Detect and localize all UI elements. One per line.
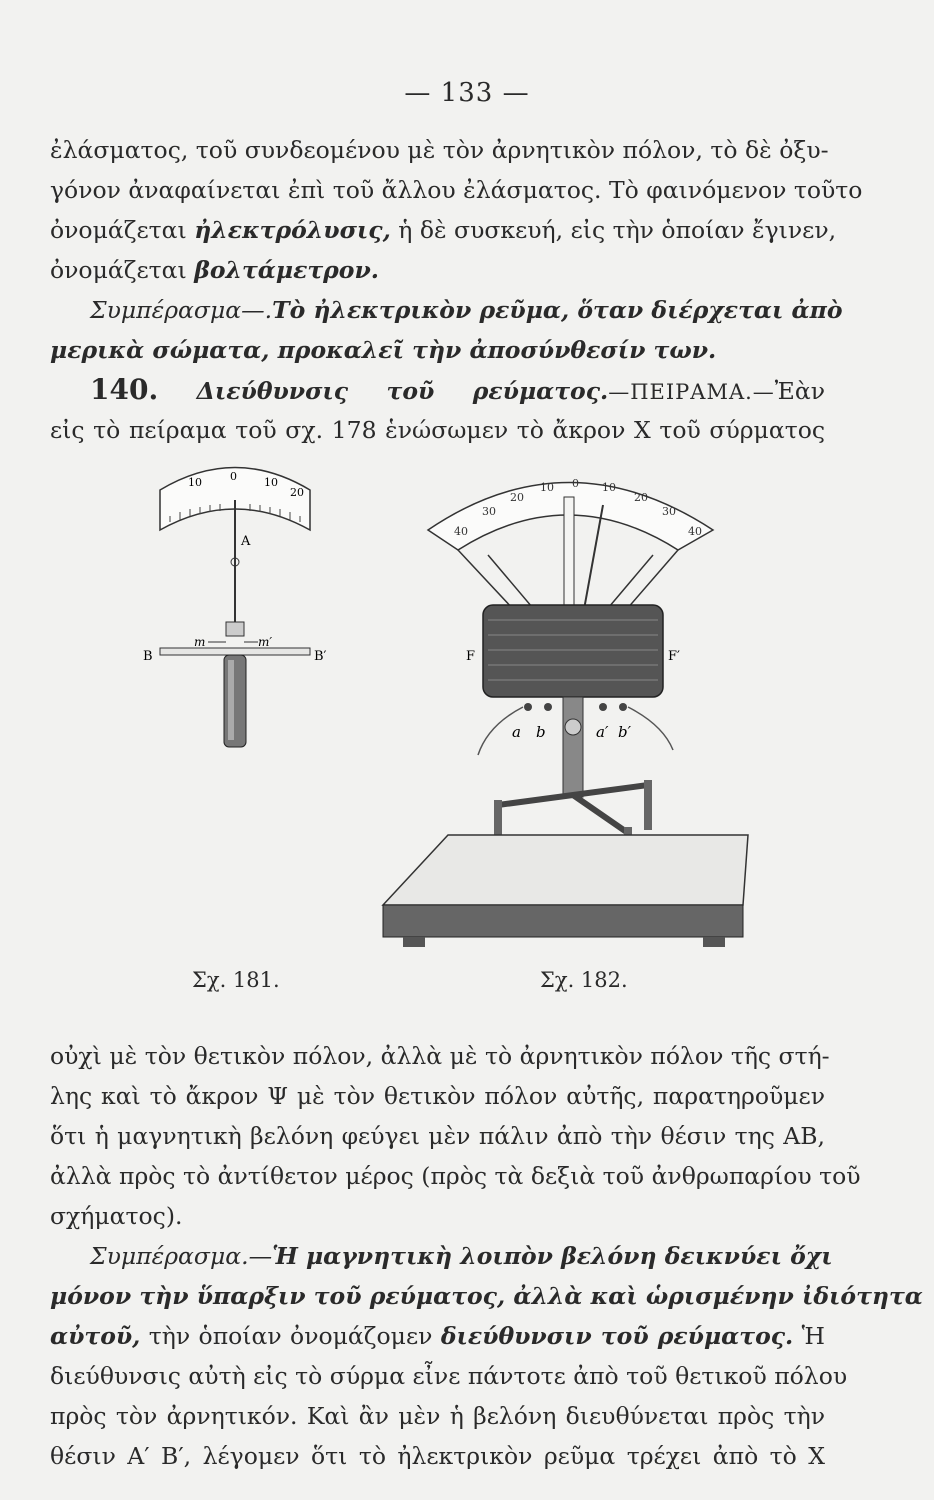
text-line: διεύθυνσις αὐτὴ εἰς τὸ σύρμα εἶνε πάντοτε ἀπὸ τοῦ θετικοῦ πόλου bbox=[50, 1362, 848, 1390]
text-line: εἰς τὸ πείραμα τοῦ σχ. 178 ἑνώσωμεν τὸ ἄκρον Χ τοῦ σύρματος bbox=[50, 416, 825, 444]
scale-label: 0 bbox=[230, 470, 237, 483]
text-line: σχήματος). bbox=[50, 1202, 183, 1230]
conclusion-line bbox=[50, 1316, 825, 1356]
label-F: F bbox=[466, 649, 476, 664]
scale-label: 40 bbox=[688, 525, 702, 538]
text-fragment: τὴν ὁποίαν ὀνομάζομεν bbox=[148, 1322, 433, 1350]
label-B-prime: B′ bbox=[314, 649, 327, 664]
page-number: — 133 — bbox=[404, 78, 530, 108]
text-line: ἐλάσματος, τοῦ συνδεομένου μὲ τὸν ἀρνητικὸν πόλον, τὸ δὲ ὀξυ- bbox=[50, 136, 829, 164]
caption-fig181: Σχ. 181. bbox=[192, 968, 280, 992]
section-number: 140. bbox=[90, 373, 159, 406]
label-b: b bbox=[536, 723, 546, 741]
term-direction: διεύθυνσιν τοῦ ρεύματος. bbox=[440, 1322, 794, 1350]
scale-label: 10 bbox=[264, 476, 278, 489]
label-a: a bbox=[512, 723, 521, 741]
text-fragment: αὐτοῦ, bbox=[50, 1322, 141, 1350]
experiment-label: —ΠΕΙΡΑΜΑ.— bbox=[608, 380, 775, 404]
conclusion-label: Συμπέρασμα.— bbox=[90, 1242, 273, 1270]
bottom-text-block bbox=[50, 1036, 923, 1476]
label-a-prime: a′ bbox=[596, 723, 609, 741]
text-line: ὅτι ἡ μαγνητικὴ βελόνη φεύγει μὲν πάλιν ἀπὸ τὴν θέσιν της ΑΒ, bbox=[50, 1122, 825, 1150]
text-line: ἀλλὰ πρὸς τὸ ἀντίθετον μέρος (πρὸς τὰ δεξιὰ τοῦ ἀνθρωπαρίου τοῦ bbox=[50, 1162, 861, 1190]
scale-label: 30 bbox=[662, 505, 676, 518]
scale-label: 10 bbox=[602, 481, 616, 494]
conclusion-line: μόνον τὴν ὕπαρξιν τοῦ ρεύματος, ἀλλὰ καὶ ὡρισμένην ἰδιότητα bbox=[50, 1282, 923, 1310]
text-fragment: Ἡ bbox=[801, 1322, 825, 1350]
section-heading bbox=[50, 370, 825, 410]
scale-label: 20 bbox=[510, 491, 524, 504]
label-B: B bbox=[143, 649, 153, 664]
label-A: A bbox=[241, 534, 251, 549]
text-fragment: ὀνομάζεται bbox=[50, 256, 187, 284]
scale-label: 30 bbox=[482, 505, 496, 518]
text-line bbox=[50, 210, 837, 250]
text-fragment: Ἐὰν bbox=[774, 377, 825, 405]
conclusion-line: μερικὰ σώματα, προκαλεῖ τὴν ἀποσύνθεσίν των. bbox=[50, 336, 717, 364]
scale-label: 20 bbox=[634, 491, 648, 504]
text-line: οὐχὶ μὲ τὸν θετικὸν πόλον, ἀλλὰ μὲ τὸ ἀρνητικὸν πόλον τῆς στή- bbox=[50, 1042, 830, 1070]
scale-label: 0 bbox=[572, 477, 579, 490]
scale-label: 10 bbox=[540, 481, 554, 494]
scale-label: 10 bbox=[188, 476, 202, 489]
conclusion-line bbox=[50, 1236, 833, 1276]
caption-fig182: Σχ. 182. bbox=[540, 968, 628, 992]
term-voltameter: βολτάμετρον. bbox=[194, 256, 379, 284]
label-m-prime: m′ bbox=[258, 635, 273, 649]
top-text-block bbox=[50, 130, 863, 450]
text-line: θέσιν Α′ Β′, λέγομεν ὅτι τὸ ἠλεκτρικὸν ρεῦμα τρέχει ἀπὸ τὸ Χ bbox=[50, 1442, 825, 1470]
label-m: m bbox=[194, 635, 206, 649]
term-electrolysis: ἠλεκτρόλυσις, bbox=[194, 216, 391, 244]
figures-area bbox=[0, 440, 934, 1000]
text-fragment: ὀνομάζεται bbox=[50, 216, 187, 244]
conclusion-line bbox=[50, 290, 843, 330]
text-line: γόνον ἀναφαίνεται ἐπὶ τοῦ ἄλλου ἐλάσματος. Τὸ φαινόμενον τοῦτο bbox=[50, 176, 863, 204]
text-line: λης καὶ τὸ ἄκρον Ψ μὲ τὸν θετικὸν πόλον αὐτῆς, παρατηροῦμεν bbox=[50, 1082, 825, 1110]
figure-182 bbox=[378, 455, 758, 955]
label-b-prime: b′ bbox=[618, 723, 632, 741]
conclusion-text: Ἡ μαγνητικὴ λοιπὸν βελόνη δεικνύει ὄχι bbox=[272, 1242, 833, 1270]
conclusion-text: Τὸ ἠλεκτρικὸν ρεῦμα, ὅταν διέρχεται ἀπὸ bbox=[272, 296, 843, 324]
scale-label: 40 bbox=[454, 525, 468, 538]
conclusion-label: Συμπέρασμα—. bbox=[90, 296, 273, 324]
section-title: Διεύθυνσις τοῦ ρεύματος. bbox=[196, 377, 609, 405]
text-fragment: ἡ δὲ συσκευή, εἰς τὴν ὁποίαν ἔγινεν, bbox=[398, 216, 837, 244]
label-F-prime: F′ bbox=[668, 649, 680, 664]
text-line bbox=[50, 250, 825, 290]
text-line: πρὸς τὸν ἀρνητικόν. Καὶ ἂν μὲν ἡ βελόνη διευθύνεται πρὸς τὴν bbox=[50, 1402, 825, 1430]
scale-label: 20 bbox=[290, 486, 304, 499]
